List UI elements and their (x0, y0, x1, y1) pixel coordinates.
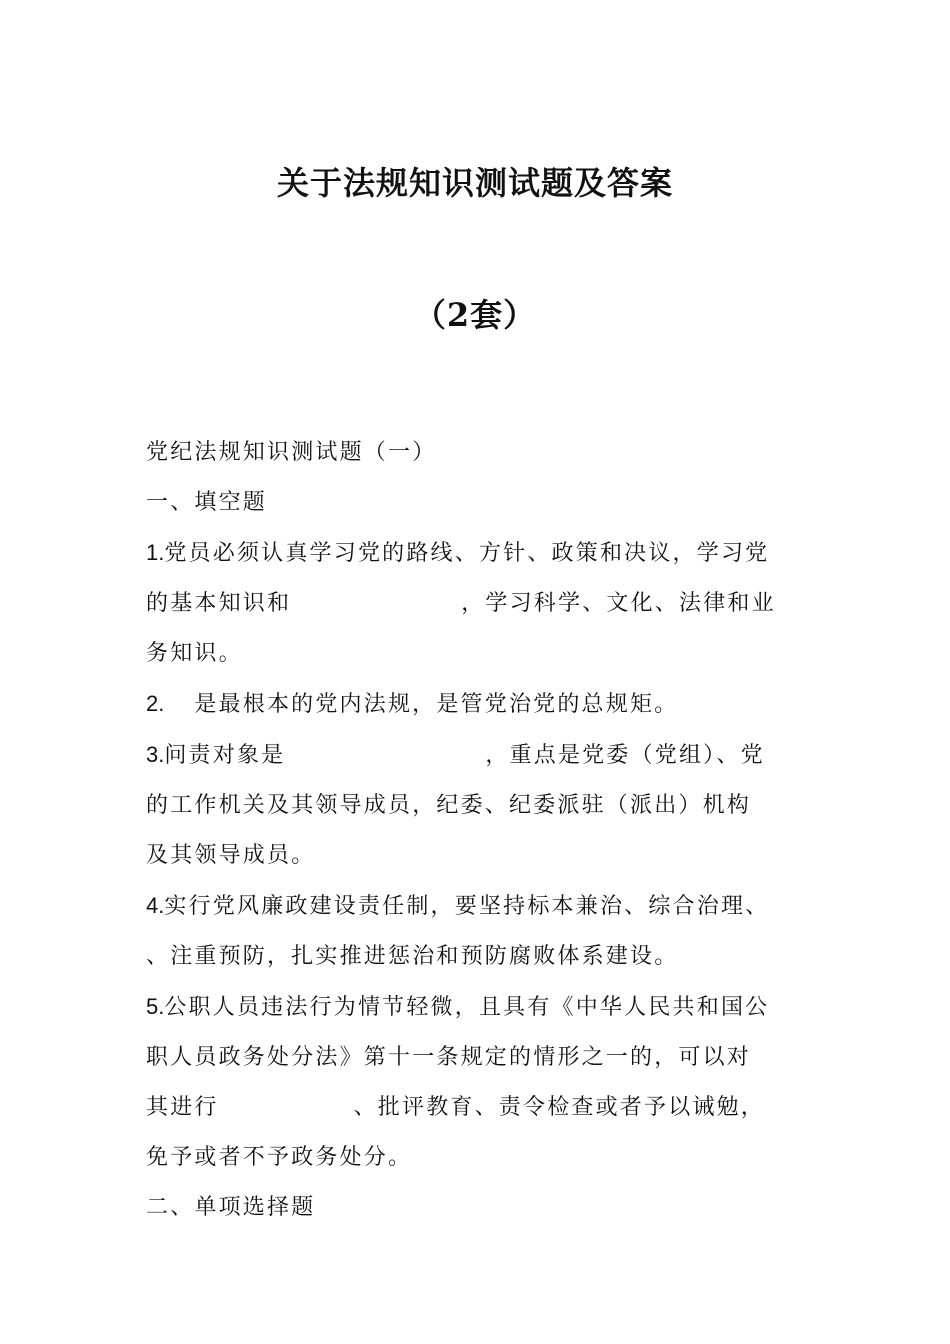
part-two-heading: 二、单项选择题 (146, 1195, 316, 1220)
question-3-line-2: 的工作机关及其领导成员，纪委、纪委派驻（派出）机构 (146, 793, 752, 818)
question-1-number: 1. (146, 540, 165, 565)
question-5-line-4: 免予或者不予政务处分。 (146, 1145, 413, 1170)
question-1-line-2: 的基本知识和 ，学习科学、文化、法律和业 (146, 591, 776, 616)
question-3-line-1: 3.问责对象是 ，重点是党委（党组）、党 (146, 742, 765, 768)
question-3-line-3: 及其领导成员。 (146, 843, 316, 868)
question-5-line-3: 其进行 、批评教育、责令检查或者予以诫勉， (146, 1095, 766, 1120)
question-5-number: 5. (146, 994, 165, 1019)
part-one-heading: 一、填空题 (146, 490, 268, 515)
question-5-line-2: 职人员政务处分法》第十一条规定的情形之一的，可以对 (146, 1045, 752, 1070)
question-4-number: 4. (146, 893, 165, 918)
question-1-line-3: 务知识。 (146, 641, 243, 666)
document-title: 关于法规知识测试题及答案 (276, 164, 673, 202)
document-body (146, 428, 806, 1233)
section-title: 党纪法规知识测试题（一） (146, 440, 437, 465)
question-4-line-1: 4.实行党风廉政建设责任制，要坚持标本兼治、综合治理、 (146, 893, 770, 919)
question-1-line-1: 1.党员必须认真学习党的路线、方针、政策和决议，学习党 (146, 540, 770, 566)
document-subtitle: （2套） (413, 296, 537, 334)
question-2-number: 2. (146, 691, 165, 716)
question-2: 2. 是最根本的党内法规，是管党治党的总规矩。 (146, 691, 679, 717)
question-5-line-1: 5.公职人员违法行为情节轻微，且具有《中华人民共和国公 (146, 994, 770, 1020)
question-4-line-2: 、注重预防，扎实推进惩治和预防腐败体系建设。 (146, 944, 679, 969)
question-3-number: 3. (146, 742, 165, 767)
